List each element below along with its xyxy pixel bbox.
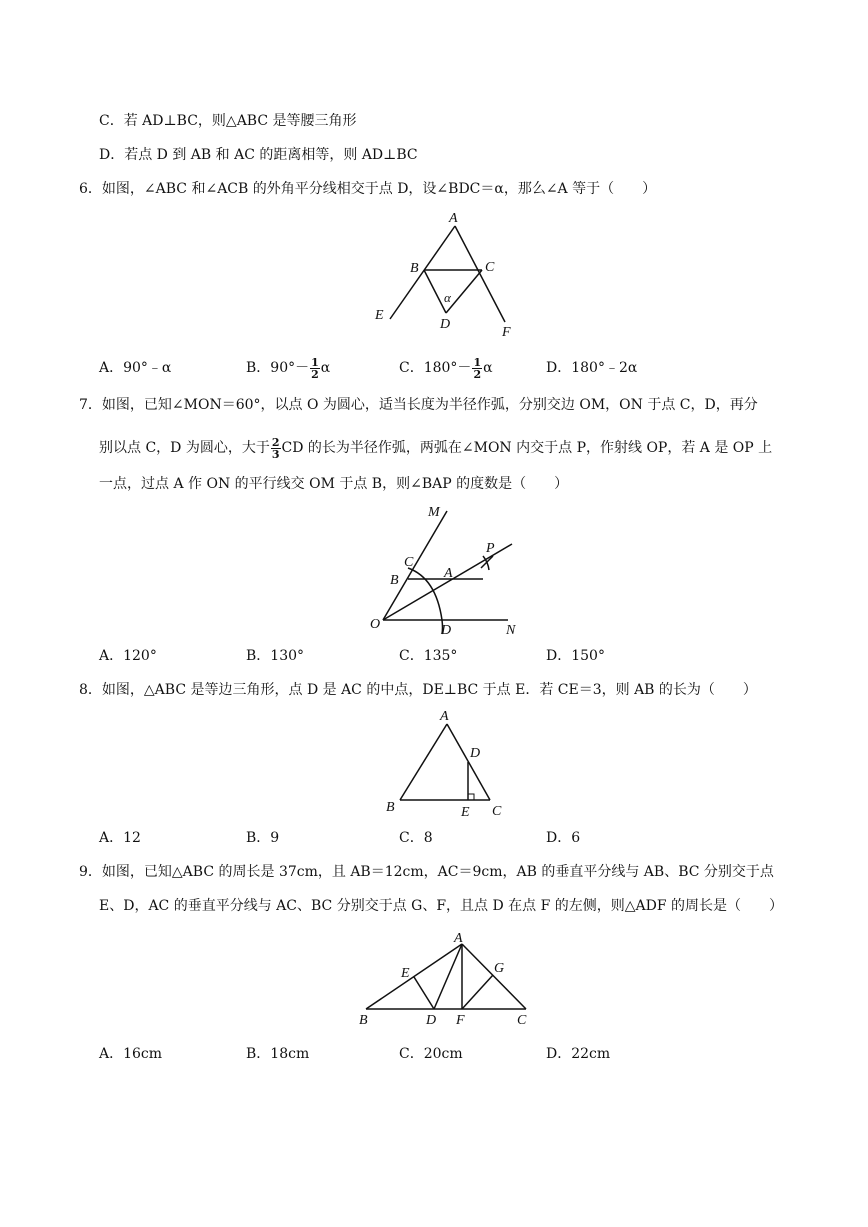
q8-option-b: B．9 xyxy=(246,830,280,846)
q7-option-c: C．135° xyxy=(399,648,458,664)
q5-option-d: D．若点 D 到 AB 和 AC 的距离相等，则 AD⊥BC xyxy=(99,147,418,163)
q9-label-g: G xyxy=(494,961,505,976)
q9-option-a: A．16cm xyxy=(99,1046,163,1062)
q7-label-a: A xyxy=(444,566,453,581)
q8-stem: 8．如图，△ABC 是等边三角形，点 D 是 AC 的中点，DE⊥BC 于点 E．若 CE＝3，则 AB 的长为（ ） xyxy=(79,682,757,698)
q7-ray-om xyxy=(383,511,447,620)
q6-label-e: E xyxy=(375,308,384,323)
q7-label-n: N xyxy=(506,623,516,638)
q6-option-c-den: 2 xyxy=(473,367,482,381)
q6-label-b: B xyxy=(410,261,419,276)
q7-fraction-den: 3 xyxy=(271,447,280,461)
q9-label-b: B xyxy=(359,1013,368,1028)
q8-figure xyxy=(380,704,510,822)
q8-label-d: D xyxy=(470,746,481,761)
q7-label-p: P xyxy=(486,541,495,556)
q9-option-c: C．20cm xyxy=(399,1046,463,1062)
q9-option-d: D．22cm xyxy=(546,1046,611,1062)
q6-option-c xyxy=(399,352,493,384)
q6-option-a: A．90°﹣α xyxy=(99,360,172,376)
q6-option-b-suffix: α xyxy=(320,360,331,376)
q6-option-b-num: 1 xyxy=(311,355,319,369)
q8-option-d: D．6 xyxy=(546,830,581,846)
q7-option-b: B．130° xyxy=(246,648,305,664)
q9-label-f: F xyxy=(456,1013,465,1028)
q9-stem-line1: 9．如图，已知△ABC 的周长是 37cm，且 AB＝12cm，AC＝9cm，AB 的垂直平分线与 AB、BC 分别交于点 xyxy=(79,864,774,880)
q7-stem-line1: 7．如图，已知∠MON＝60°，以点 O 为圆心，适当长度为半径作弧，分别交边 OM，ON 于点 C，D，再分 xyxy=(79,397,758,413)
q7-fraction-num: 2 xyxy=(271,435,280,449)
q6-line-af xyxy=(455,226,505,322)
q6-label-c: C xyxy=(485,260,495,275)
q6-label-alpha: α xyxy=(444,290,451,305)
q6-option-b-prefix: B．90°－ xyxy=(246,360,310,376)
q7-label-o: O xyxy=(370,617,381,632)
q6-option-c-fraction xyxy=(472,357,482,380)
q7-label-m: M xyxy=(428,505,440,520)
q8-side-ab xyxy=(400,724,447,800)
q7-fraction xyxy=(271,437,281,460)
q9-label-e: E xyxy=(401,966,410,981)
q6-line-ae xyxy=(390,226,455,319)
q7-arc-cd xyxy=(408,568,443,634)
q6-line-bd xyxy=(424,270,446,313)
q6-option-b xyxy=(246,352,330,384)
q9-stem-line2: E、D，AC 的垂直平分线与 AC、BC 分别交于点 G、F，且点 D 在点 F 的左侧，则△ADF 的周长是（ ） xyxy=(99,898,784,914)
q7-figure xyxy=(364,500,534,638)
q9-label-c: C xyxy=(517,1013,527,1028)
q6-option-b-fraction xyxy=(310,357,320,380)
q6-line-cd xyxy=(446,270,482,313)
q7-label-c: C xyxy=(404,555,414,570)
q6-option-c-suffix: α xyxy=(483,360,493,376)
q7-option-a: A．120° xyxy=(99,648,157,664)
q7-stem-line2 xyxy=(99,430,772,466)
q8-label-a: A xyxy=(440,709,449,724)
q6-label-f: F xyxy=(502,325,511,340)
q9-label-d: D xyxy=(426,1013,437,1028)
q6-option-c-prefix: C．180°－ xyxy=(399,360,472,376)
q7-line2-suffix: CD 的长为半径作弧，两弧在∠MON 内交于点 P，作射线 OP，若 A 是 OP 上 xyxy=(281,440,773,456)
q8-option-a: A．12 xyxy=(99,830,141,846)
q6-option-b-den: 2 xyxy=(311,367,319,381)
q7-stem-line3: 一点，过点 A 作 ON 的平行线交 OM 于点 B，则∠BAP 的度数是（ ） xyxy=(99,476,569,492)
q9-figure xyxy=(352,926,538,1028)
q8-label-c: C xyxy=(492,804,502,819)
q6-label-d: D xyxy=(440,317,451,332)
q5-option-c: C．若 AD⊥BC，则△ABC 是等腰三角形 xyxy=(99,113,357,129)
q8-label-b: B xyxy=(386,800,395,815)
q7-label-d: D xyxy=(441,623,452,638)
q8-label-e: E xyxy=(461,805,470,820)
q6-stem: 6．如图，∠ABC 和∠ACB 的外角平分线相交于点 D，设∠BDC＝α，那么∠A 等于（ ） xyxy=(79,181,657,197)
q7-label-b: B xyxy=(390,573,399,588)
q9-label-a: A xyxy=(454,931,463,946)
q9-option-b: B．18cm xyxy=(246,1046,310,1062)
q8-option-c: C．8 xyxy=(399,830,433,846)
q7-option-d: D．150° xyxy=(546,648,605,664)
q6-figure xyxy=(370,206,520,340)
q6-option-c-num: 1 xyxy=(473,355,482,369)
q9-segment-gf xyxy=(462,975,493,1009)
q9-segment-ed xyxy=(414,977,434,1009)
q6-option-d: D．180°﹣2α xyxy=(546,360,638,376)
q7-line2-prefix: 别以点 C，D 为圆心，大于 xyxy=(99,440,270,456)
q8-right-angle xyxy=(468,794,474,800)
q6-label-a: A xyxy=(449,211,458,226)
